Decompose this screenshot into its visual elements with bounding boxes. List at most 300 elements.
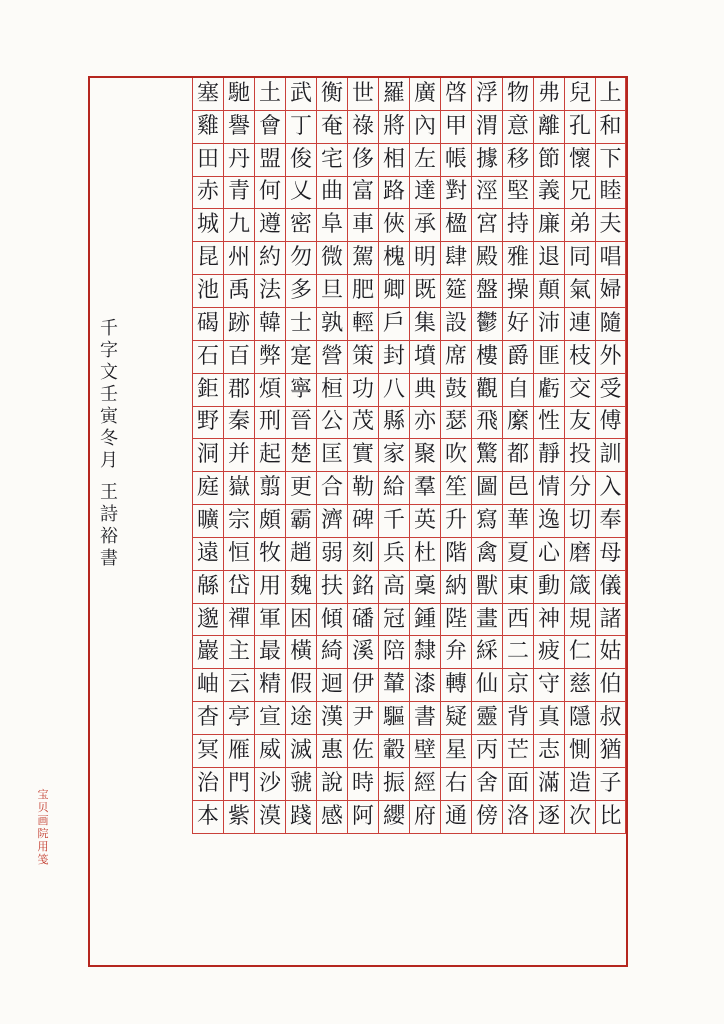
character-cell: 規 <box>564 604 595 637</box>
character-cell: 郡 <box>223 374 254 407</box>
character-cell: 樓 <box>471 341 502 374</box>
character-cell: 懷 <box>564 144 595 177</box>
character-cell: 杜 <box>409 538 440 571</box>
character-cell: 兒 <box>564 78 595 111</box>
character-cell: 涇 <box>471 177 502 210</box>
character-cell: 假 <box>285 669 316 702</box>
character-cell: 寫 <box>471 505 502 538</box>
character-cell: 仁 <box>564 636 595 669</box>
character-cell: 千 <box>378 505 409 538</box>
character-cell: 主 <box>223 636 254 669</box>
character-cell: 二 <box>502 636 533 669</box>
character-cell: 甲 <box>440 111 471 144</box>
character-cell: 圖 <box>471 472 502 505</box>
character-cell: 遵 <box>254 209 285 242</box>
character-cell: 石 <box>192 341 223 374</box>
character-cell: 弟 <box>564 209 595 242</box>
character-cell: 分 <box>564 472 595 505</box>
character-cell: 隱 <box>564 702 595 735</box>
character-cell: 孰 <box>316 308 347 341</box>
character-cell: 笙 <box>440 472 471 505</box>
character-cell: 時 <box>347 768 378 801</box>
character-cell: 岱 <box>223 571 254 604</box>
character-cell: 階 <box>440 538 471 571</box>
character-cell: 翦 <box>254 472 285 505</box>
character-cell: 感 <box>316 801 347 834</box>
character-cell: 魏 <box>285 571 316 604</box>
text-column <box>533 78 564 965</box>
character-cell: 法 <box>254 275 285 308</box>
character-cell: 壁 <box>409 735 440 768</box>
character-cell: 設 <box>440 308 471 341</box>
text-column <box>285 78 316 965</box>
character-cell: 迴 <box>316 669 347 702</box>
character-cell: 帳 <box>440 144 471 177</box>
character-cell: 神 <box>533 604 564 637</box>
character-cell: 受 <box>595 374 626 407</box>
character-cell: 煩 <box>254 374 285 407</box>
character-cell: 華 <box>502 505 533 538</box>
character-cell: 達 <box>409 177 440 210</box>
text-column <box>595 78 626 965</box>
character-cell: 野 <box>192 407 223 440</box>
character-cell: 塞 <box>192 78 223 111</box>
character-cell: 精 <box>254 669 285 702</box>
character-cell: 逸 <box>533 505 564 538</box>
character-cell: 武 <box>285 78 316 111</box>
character-cell: 虧 <box>533 374 564 407</box>
character-cell: 廉 <box>533 209 564 242</box>
character-cell: 典 <box>409 374 440 407</box>
character-cell: 母 <box>595 538 626 571</box>
character-cell: 佐 <box>347 735 378 768</box>
character-cell: 宣 <box>254 702 285 735</box>
character-cell: 惠 <box>316 735 347 768</box>
character-cell: 營 <box>316 341 347 374</box>
character-cell: 尹 <box>347 702 378 735</box>
character-cell: 同 <box>564 242 595 275</box>
character-cell: 匡 <box>316 439 347 472</box>
character-cell: 俊 <box>285 144 316 177</box>
character-cell: 橫 <box>285 636 316 669</box>
character-cell: 將 <box>378 111 409 144</box>
character-cell: 駕 <box>347 242 378 275</box>
character-cell: 睦 <box>595 177 626 210</box>
character-cell: 高 <box>378 571 409 604</box>
character-cell: 功 <box>347 374 378 407</box>
character-cell: 羣 <box>409 472 440 505</box>
character-cell: 諸 <box>595 604 626 637</box>
character-cell: 鼓 <box>440 374 471 407</box>
character-cell: 切 <box>564 505 595 538</box>
character-cell: 秦 <box>223 407 254 440</box>
character-cell: 仙 <box>471 669 502 702</box>
character-cell: 惻 <box>564 735 595 768</box>
character-cell: 庭 <box>192 472 223 505</box>
character-cell: 疑 <box>440 702 471 735</box>
character-cell: 踐 <box>285 801 316 834</box>
character-cell: 好 <box>502 308 533 341</box>
character-cell: 嶽 <box>223 472 254 505</box>
character-cell: 槐 <box>378 242 409 275</box>
character-cell: 性 <box>533 407 564 440</box>
character-cell: 友 <box>564 407 595 440</box>
character-cell: 頗 <box>254 505 285 538</box>
character-cell: 羅 <box>378 78 409 111</box>
character-cell: 實 <box>347 439 378 472</box>
character-cell: 茂 <box>347 407 378 440</box>
character-cell: 左 <box>409 144 440 177</box>
character-cell: 通 <box>440 801 471 834</box>
character-cell: 隸 <box>409 636 440 669</box>
character-cell: 退 <box>533 242 564 275</box>
signature-column <box>92 318 126 570</box>
character-cell: 芒 <box>502 735 533 768</box>
character-cell: 州 <box>223 242 254 275</box>
character-cell: 弗 <box>533 78 564 111</box>
character-cell: 次 <box>564 801 595 834</box>
character-cell: 畫 <box>471 604 502 637</box>
character-cell: 書 <box>409 702 440 735</box>
character-cell: 疲 <box>533 636 564 669</box>
character-cell: 振 <box>378 768 409 801</box>
character-cell: 兵 <box>378 538 409 571</box>
character-cell: 車 <box>347 209 378 242</box>
text-column <box>564 78 595 965</box>
character-cell: 宅 <box>316 144 347 177</box>
text-column <box>347 78 378 965</box>
text-column <box>502 78 533 965</box>
character-cell: 冥 <box>192 735 223 768</box>
character-cell: 土 <box>254 78 285 111</box>
character-cell: 縻 <box>502 407 533 440</box>
character-cell: 青 <box>223 177 254 210</box>
character-cell: 公 <box>316 407 347 440</box>
character-cell: 箴 <box>564 571 595 604</box>
character-cell: 節 <box>533 144 564 177</box>
character-cell: 星 <box>440 735 471 768</box>
character-cell: 既 <box>409 275 440 308</box>
character-cell: 驅 <box>378 702 409 735</box>
character-cell: 曲 <box>316 177 347 210</box>
character-cell: 滿 <box>533 768 564 801</box>
character-cell: 啓 <box>440 78 471 111</box>
character-cell: 英 <box>409 505 440 538</box>
paper-brand-stamp: 宝 贝 画 院 用 笺 <box>37 788 49 866</box>
character-cell: 桓 <box>316 374 347 407</box>
character-cell: 丙 <box>471 735 502 768</box>
character-cell: 俠 <box>378 209 409 242</box>
character-cell: 雞 <box>192 111 223 144</box>
character-cell: 勿 <box>285 242 316 275</box>
text-column <box>440 78 471 965</box>
character-cell: 府 <box>409 801 440 834</box>
character-cell: 磨 <box>564 538 595 571</box>
character-cell: 明 <box>409 242 440 275</box>
character-cell: 交 <box>564 374 595 407</box>
character-cell: 義 <box>533 177 564 210</box>
character-cell: 伊 <box>347 669 378 702</box>
character-cell: 弊 <box>254 341 285 374</box>
signature-date: 壬 寅 冬 月 <box>100 384 118 471</box>
character-cell: 會 <box>254 111 285 144</box>
character-cell: 邑 <box>502 472 533 505</box>
character-cell: 操 <box>502 275 533 308</box>
text-column <box>254 78 285 965</box>
character-cell: 策 <box>347 341 378 374</box>
character-cell: 意 <box>502 111 533 144</box>
character-cell: 奄 <box>316 111 347 144</box>
character-cell: 弱 <box>316 538 347 571</box>
character-cell: 傾 <box>316 604 347 637</box>
character-cell: 夫 <box>595 209 626 242</box>
character-cell: 渭 <box>471 111 502 144</box>
character-cell: 跡 <box>223 308 254 341</box>
character-cell: 子 <box>595 768 626 801</box>
character-cell: 猶 <box>595 735 626 768</box>
character-cell: 勒 <box>347 472 378 505</box>
character-cell: 據 <box>471 144 502 177</box>
character-cell: 鍾 <box>409 604 440 637</box>
character-cell: 筵 <box>440 275 471 308</box>
character-cell: 相 <box>378 144 409 177</box>
character-cell: 匪 <box>533 341 564 374</box>
character-cell: 碑 <box>347 505 378 538</box>
character-cell: 集 <box>409 308 440 341</box>
character-cell: 連 <box>564 308 595 341</box>
character-cell: 寔 <box>285 341 316 374</box>
character-cell: 堅 <box>502 177 533 210</box>
character-cell: 伯 <box>595 669 626 702</box>
character-cell: 戶 <box>378 308 409 341</box>
character-cell: 本 <box>192 801 223 834</box>
text-column <box>316 78 347 965</box>
character-cell: 造 <box>564 768 595 801</box>
character-cell: 洞 <box>192 439 223 472</box>
character-cell: 投 <box>564 439 595 472</box>
character-cell: 池 <box>192 275 223 308</box>
character-cell: 說 <box>316 768 347 801</box>
character-cell: 夏 <box>502 538 533 571</box>
character-cell: 獸 <box>471 571 502 604</box>
character-cell: 肆 <box>440 242 471 275</box>
character-cell: 氣 <box>564 275 595 308</box>
character-cell: 比 <box>595 801 626 834</box>
character-cell: 升 <box>440 505 471 538</box>
character-cell: 納 <box>440 571 471 604</box>
character-cell: 磻 <box>347 604 378 637</box>
character-cell: 慈 <box>564 669 595 702</box>
character-cell: 城 <box>192 209 223 242</box>
character-cell: 紫 <box>223 801 254 834</box>
character-cell: 亦 <box>409 407 440 440</box>
character-cell: 肥 <box>347 275 378 308</box>
character-cell: 婦 <box>595 275 626 308</box>
character-cell: 西 <box>502 604 533 637</box>
character-cell: 晉 <box>285 407 316 440</box>
character-cell: 乂 <box>285 177 316 210</box>
character-cell: 右 <box>440 768 471 801</box>
character-cell: 輦 <box>378 669 409 702</box>
character-cell: 孔 <box>564 111 595 144</box>
character-cell: 九 <box>223 209 254 242</box>
character-cell: 姑 <box>595 636 626 669</box>
character-cell: 田 <box>192 144 223 177</box>
character-cell: 封 <box>378 341 409 374</box>
character-cell: 威 <box>254 735 285 768</box>
text-column <box>223 78 254 965</box>
character-cell: 奉 <box>595 505 626 538</box>
character-cell: 墳 <box>409 341 440 374</box>
character-cell: 驚 <box>471 439 502 472</box>
character-cell: 持 <box>502 209 533 242</box>
character-cell: 虢 <box>285 768 316 801</box>
character-cell: 外 <box>595 341 626 374</box>
character-cell: 丹 <box>223 144 254 177</box>
character-cell: 巖 <box>192 636 223 669</box>
character-cell: 阿 <box>347 801 378 834</box>
character-cell: 密 <box>285 209 316 242</box>
character-cell: 刻 <box>347 538 378 571</box>
character-cell: 離 <box>533 111 564 144</box>
character-cell: 靜 <box>533 439 564 472</box>
text-column <box>471 78 502 965</box>
character-cell: 入 <box>595 472 626 505</box>
character-cell: 轉 <box>440 669 471 702</box>
character-cell: 韓 <box>254 308 285 341</box>
character-cell: 移 <box>502 144 533 177</box>
character-cell: 銘 <box>347 571 378 604</box>
character-cell: 最 <box>254 636 285 669</box>
character-cell: 沙 <box>254 768 285 801</box>
character-cell: 隨 <box>595 308 626 341</box>
character-cell: 邈 <box>192 604 223 637</box>
character-cell: 吹 <box>440 439 471 472</box>
character-cell: 譽 <box>223 111 254 144</box>
character-cell: 兄 <box>564 177 595 210</box>
character-cell: 更 <box>285 472 316 505</box>
character-cell: 和 <box>595 111 626 144</box>
character-cell: 京 <box>502 669 533 702</box>
character-cell: 門 <box>223 768 254 801</box>
text-column <box>192 78 223 965</box>
character-cell: 家 <box>378 439 409 472</box>
character-cell: 面 <box>502 768 533 801</box>
character-cell: 岫 <box>192 669 223 702</box>
character-cell: 溪 <box>347 636 378 669</box>
character-cell: 并 <box>223 439 254 472</box>
character-cell: 沛 <box>533 308 564 341</box>
character-cell: 冠 <box>378 604 409 637</box>
character-cell: 八 <box>378 374 409 407</box>
character-cell: 微 <box>316 242 347 275</box>
character-cell: 刑 <box>254 407 285 440</box>
character-cell: 飛 <box>471 407 502 440</box>
character-cell: 禽 <box>471 538 502 571</box>
character-cell: 洛 <box>502 801 533 834</box>
character-cell: 真 <box>533 702 564 735</box>
character-cell: 訓 <box>595 439 626 472</box>
character-cell: 都 <box>502 439 533 472</box>
character-cell: 禹 <box>223 275 254 308</box>
character-cell: 治 <box>192 768 223 801</box>
character-cell: 給 <box>378 472 409 505</box>
character-cell: 對 <box>440 177 471 210</box>
character-cell: 自 <box>502 374 533 407</box>
character-cell: 軍 <box>254 604 285 637</box>
character-cell: 途 <box>285 702 316 735</box>
character-cell: 心 <box>533 538 564 571</box>
character-cell: 濟 <box>316 505 347 538</box>
character-cell: 牧 <box>254 538 285 571</box>
character-cell: 浮 <box>471 78 502 111</box>
character-cell: 侈 <box>347 144 378 177</box>
character-cell: 百 <box>223 341 254 374</box>
character-cell: 稾 <box>409 571 440 604</box>
character-cell: 內 <box>409 111 440 144</box>
character-cell: 轂 <box>378 735 409 768</box>
character-cell: 情 <box>533 472 564 505</box>
character-cell: 扶 <box>316 571 347 604</box>
character-cell: 約 <box>254 242 285 275</box>
character-cell: 上 <box>595 78 626 111</box>
character-cell: 丁 <box>285 111 316 144</box>
character-cell: 傍 <box>471 801 502 834</box>
character-cell: 雅 <box>502 242 533 275</box>
character-cell: 路 <box>378 177 409 210</box>
character-cell: 盟 <box>254 144 285 177</box>
character-cell: 物 <box>502 78 533 111</box>
character-cell: 顛 <box>533 275 564 308</box>
character-cell: 祿 <box>347 111 378 144</box>
character-cell: 亭 <box>223 702 254 735</box>
character-cell: 困 <box>285 604 316 637</box>
character-cell: 縣 <box>378 407 409 440</box>
character-cell: 世 <box>347 78 378 111</box>
character-cell: 士 <box>285 308 316 341</box>
character-cell: 下 <box>595 144 626 177</box>
character-cell: 赤 <box>192 177 223 210</box>
character-cell: 殿 <box>471 242 502 275</box>
character-cell: 霸 <box>285 505 316 538</box>
character-cell: 儀 <box>595 571 626 604</box>
character-cell: 叔 <box>595 702 626 735</box>
character-cell: 馳 <box>223 78 254 111</box>
character-cell: 瑟 <box>440 407 471 440</box>
character-cell: 陛 <box>440 604 471 637</box>
character-cell: 楹 <box>440 209 471 242</box>
character-grid <box>130 78 626 965</box>
character-cell: 舍 <box>471 768 502 801</box>
character-cell: 爵 <box>502 341 533 374</box>
character-cell: 寧 <box>285 374 316 407</box>
character-cell: 多 <box>285 275 316 308</box>
character-cell: 禪 <box>223 604 254 637</box>
character-cell: 枝 <box>564 341 595 374</box>
character-cell: 唱 <box>595 242 626 275</box>
character-cell: 宗 <box>223 505 254 538</box>
character-cell: 緜 <box>192 571 223 604</box>
character-cell: 弁 <box>440 636 471 669</box>
character-cell: 合 <box>316 472 347 505</box>
character-cell: 動 <box>533 571 564 604</box>
character-cell: 起 <box>254 439 285 472</box>
character-cell: 輕 <box>347 308 378 341</box>
character-cell: 綵 <box>471 636 502 669</box>
character-cell: 經 <box>409 768 440 801</box>
signature-title: 千 字 文 <box>100 318 118 383</box>
character-cell: 阜 <box>316 209 347 242</box>
